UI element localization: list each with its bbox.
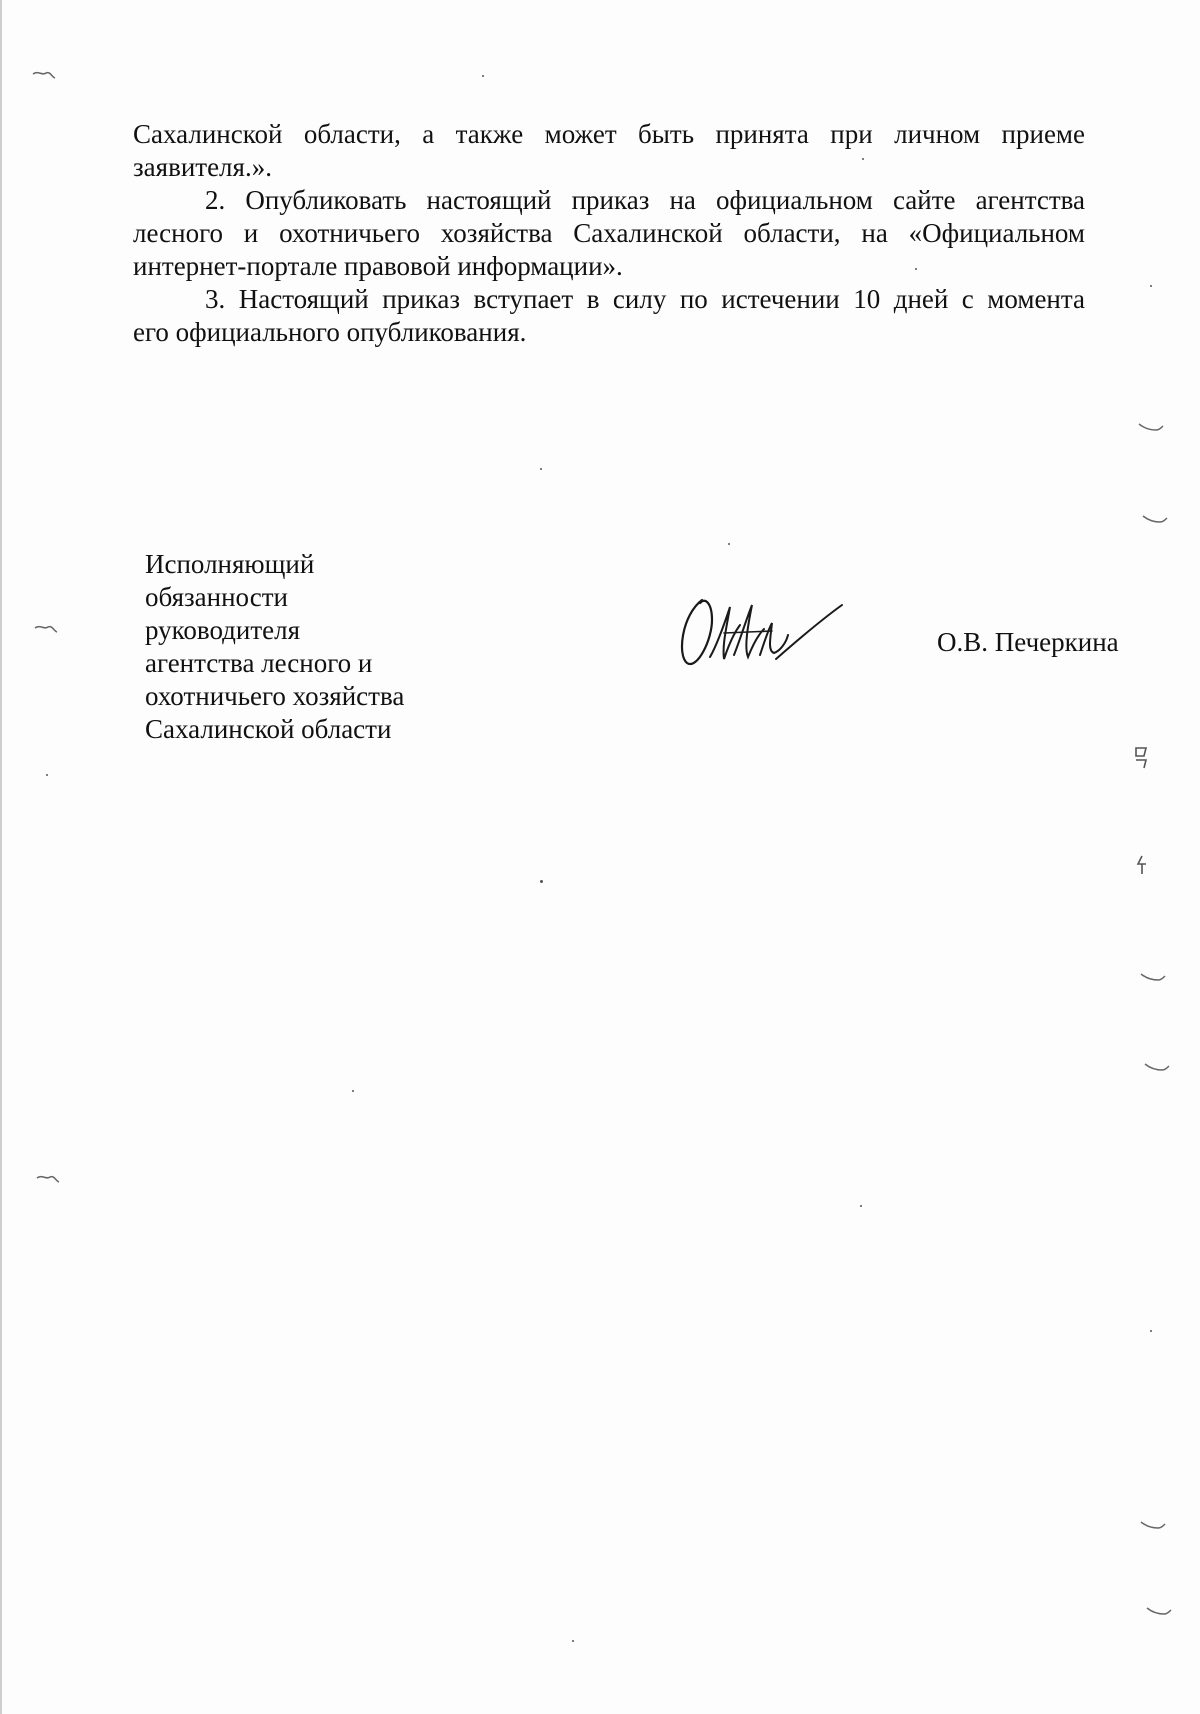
body-line: Сахалинской области, а также может быть принята при личном приеме: [133, 119, 1085, 149]
scan-mark: [1142, 512, 1168, 526]
scan-speck: [540, 880, 543, 883]
scan-speck: [915, 268, 917, 270]
handwritten-signature: [672, 585, 852, 680]
scan-mark: [36, 1172, 60, 1186]
scan-speck: [860, 1205, 862, 1207]
scan-mark: [1132, 744, 1150, 770]
document-body: [133, 118, 1085, 349]
item-3-line: его официального опубликования.: [133, 317, 527, 347]
scan-mark: [1140, 970, 1166, 986]
signatory-title: [145, 548, 445, 746]
signatory-title-line: Сахалинской области: [145, 714, 392, 744]
item-2-line: интернет-портале правовой информации».: [133, 251, 623, 281]
scan-mark: [34, 622, 58, 636]
scan-speck: [1150, 285, 1152, 287]
item-2-line: лесного и охотничьего хозяйства Сахалинской области, на «Официальном: [133, 218, 1085, 248]
signatory-title-line: охотничьего хозяйства: [145, 681, 405, 711]
scan-speck: [1150, 1330, 1152, 1332]
item-2-line: 2. Опубликовать настоящий приказ на официальном сайте агентства: [205, 185, 1085, 215]
body-line: заявителя.».: [133, 152, 272, 182]
item-3-line: 3. Настоящий приказ вступает в силу по истечении 10 дней с момента: [205, 284, 1085, 314]
signatory-title-line: Исполняющий: [145, 549, 315, 579]
signatory-title-line: агентства лесного и: [145, 648, 373, 678]
scan-speck: [482, 75, 484, 77]
signatory-title-line: обязанности: [145, 582, 288, 612]
signer-name: О.В. Печеркина: [937, 627, 1119, 657]
scan-speck: [352, 1090, 354, 1092]
scan-mark: [32, 68, 56, 82]
scan-mark: [1146, 1604, 1172, 1618]
scan-speck: [572, 1640, 574, 1642]
scan-speck: [540, 468, 542, 470]
scan-mark: [1140, 1518, 1166, 1534]
scan-edge: [0, 0, 2, 1714]
signatory-title-line: руководителя: [145, 615, 301, 645]
scan-speck: [862, 158, 864, 160]
scan-mark: [1138, 420, 1164, 436]
scan-speck: [728, 543, 730, 545]
scan-mark: [1134, 854, 1150, 876]
scan-speck: [46, 774, 48, 776]
scan-mark: [1144, 1060, 1170, 1074]
